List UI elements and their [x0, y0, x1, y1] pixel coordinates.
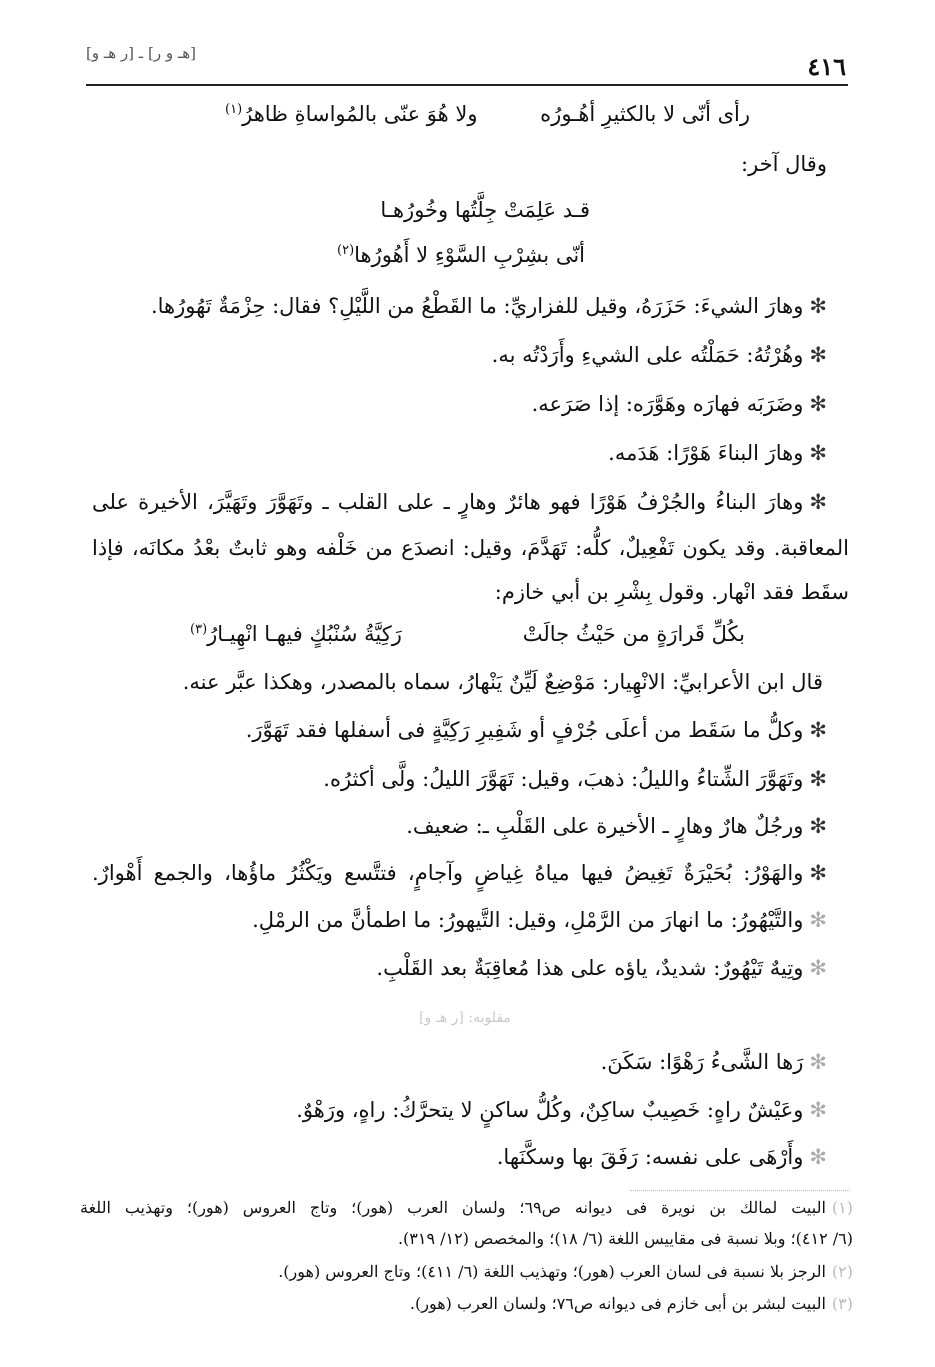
- footnote-3: [410, 1294, 853, 1313]
- entry-line: [608, 441, 827, 465]
- entry-line: [492, 343, 827, 367]
- asterisk-icon: ✻: [809, 294, 827, 318]
- entry-line: [92, 861, 827, 885]
- intro-line: وقال آخر:: [741, 152, 827, 176]
- footnote-2: [278, 1262, 853, 1281]
- section-heading: مقلوبه: [ر هـ و]: [419, 1010, 511, 1026]
- entry-text: وتِيهٌ تَيْهُورٌ: شديدٌ، ياؤه على هذا مُعاقِبَةٌ بعد القَلْبِ.: [376, 956, 804, 980]
- entry-line: [323, 767, 827, 791]
- footnote-number: (٢): [831, 1262, 853, 1281]
- page-number: ٤١٦: [807, 52, 846, 81]
- entry-line: [151, 294, 827, 318]
- entry-line: [252, 908, 827, 932]
- footnote-text: البيت لبشر بن أبى خازم فى ديوانه ص٧٦؛ ولسان العرب (هور).: [409, 1294, 826, 1313]
- footnote-number: (٣): [831, 1294, 853, 1313]
- entry-line: [92, 490, 827, 514]
- verse3-first-hemistich: بكُلِّ قَرارَةٍ من حَيْثُ جالَتْ: [522, 622, 745, 646]
- asterisk-icon: ✻: [809, 718, 827, 742]
- entry-line: [532, 392, 827, 416]
- running-head: [هـ و ر] ـ [ر هـ و]: [86, 44, 196, 62]
- asterisk-icon: ✻: [809, 767, 827, 791]
- asterisk-icon: ✻: [809, 1050, 827, 1074]
- footnote-text: البيت لمالك بن نويرة فى ديوانه ص٦٩؛ ولسان العرب (هور)؛ وتاج العروس (هور)؛ وتهذيب اللغة: [80, 1198, 826, 1217]
- asterisk-icon: ✻: [809, 1098, 827, 1122]
- entry-text: وأَرْهَى على نفسه: رَفَقَ بها وسكَّنَها.: [496, 1145, 804, 1169]
- entry-line: [246, 718, 827, 742]
- footnote-ref-2: (٢): [337, 243, 355, 258]
- entry-text: رَها الشَّىءُ رَهْوًا: سَكَنَ.: [600, 1050, 804, 1074]
- asterisk-icon: ✻: [809, 343, 827, 367]
- asterisk-icon: ✻: [809, 908, 827, 932]
- entry-line: [296, 1098, 827, 1122]
- footnote-rule: [630, 1190, 850, 1191]
- footnote-1: [80, 1198, 853, 1217]
- entry-line: [497, 1145, 827, 1169]
- entry-text: وهُرْتُهُ: حَمَلْتُه على الشيءِ وأَرَدْتُه به.: [491, 343, 804, 367]
- footnote-ref-1: (١): [225, 102, 243, 117]
- rajaz-line-2: [337, 243, 585, 267]
- entry-line: [601, 1050, 827, 1074]
- entry-continuation-line: المعاقبة. وقد يكون تَفْعِيلٌ، كلُّه: تَهَدَّمَ، وقيل: انصدَع من خَلْفه وهو ثابتٌ بعْدُ مكانَه، فإذا: [92, 536, 849, 560]
- entry-text: وعَيْشٌ راهٍ: خَصِيبٌ ساكِنٌ، وكُلُّ ساكنٍ لا يتحرَّكُ: راهٍ، ورَهْوٌ.: [296, 1098, 804, 1122]
- entry-text: وتَهَوَّرَ الشِّتاءُ والليلُ: ذهبَ، وقيل: تَهَوَّرَ الليلُ: ولَّى أكثرُه.: [323, 767, 804, 791]
- verse3-second-text: رَكِيَّةُ سُنْبُكٍ فيهـا انْهِيـارُ: [207, 622, 402, 646]
- asterisk-icon: ✻: [809, 392, 827, 416]
- entry-continuation-line: سقَط فقد انْهار. وقول بِشْرِ بن أبي خازم:: [494, 580, 849, 604]
- page-header: [86, 38, 846, 82]
- footnote-text: الرجز بلا نسبة فى لسان العرب (هور)؛ وتهذيب اللغة (٦/ ٤١١)؛ وتاج العروس (هور).: [278, 1262, 826, 1281]
- entry-text: وكلُّ ما سَقَط من أعلَى جُرْفٍ أو شَفِيرِ رَكِيَّةٍ فى أسفلها فقد تَهَوَّرَ.: [245, 718, 804, 742]
- asterisk-icon: ✻: [809, 956, 827, 980]
- footnote-1-continuation: (٦/ ٤١٢)؛ وبلا نسبة فى مقاييس اللغة (٦/ ١٨)؛ والمخصص (١٢/ ٣١٩).: [397, 1229, 853, 1248]
- entry-line: قال ابن الأعرابيِّ: الانْهِيار: مَوْضِعٌ لَيِّنٌ يَنْهارُ، سماه بالمصدر، وهكذا عبَّر عنه.: [182, 670, 823, 694]
- rajaz-line-2-text: أنّى بشِرْبِ السَّوْءِ لا أَهُورُها: [354, 243, 585, 267]
- asterisk-icon: ✻: [809, 861, 827, 885]
- entry-text: وهارَ البناءَ هَوْرًا: هَدَمه.: [608, 441, 804, 465]
- entry-line: [406, 814, 827, 838]
- entry-text: وهارَ البناءُ والجُرْفُ هَوْرًا فهو هائرٌ وهارٍ ـ على القلب ـ وتَهَوَّرَ وتَهَيَّرَ، الأخيرة على: [92, 490, 804, 514]
- footnote-number: (١): [831, 1198, 853, 1217]
- asterisk-icon: ✻: [809, 441, 827, 465]
- entry-text: وضَرَبَه فهارَه وهَوَّرَه: إذا صَرَعه.: [531, 392, 804, 416]
- header-rule: [86, 84, 848, 86]
- asterisk-icon: ✻: [809, 490, 827, 514]
- entry-text: وهارَ الشيءَ: حَزَرَهُ، وقيل للفزاريِّ: ما القَطْعُ من اللَّيْلِ؟ فقال: حِزْمَةٌ تَهُورُها.: [150, 294, 804, 318]
- verse1-second-text: ولا هُوَ عنّى بالمُواساةِ ظاهرُ: [242, 102, 478, 126]
- entry-text: والهَوْرُ: بُحَيْرَةٌ تَغِيضُ فيها مياهُ غِياضٍ وآجامٍ، فتتَّسع ويَكْثُرُ ماؤُها، والجمع أَهْوارٌ.: [92, 861, 804, 885]
- footnote-ref-3: (٣): [190, 622, 208, 637]
- rajaz-line-1: قـد عَلِمَتْ جِلَّتُها وخُورُهـا: [380, 198, 590, 222]
- entry-text: ورجُلٌ هارٌ وهارٍ ـ الأخيرة على القَلْبِ ـ: ضعيف.: [406, 814, 804, 838]
- asterisk-icon: ✻: [809, 814, 827, 838]
- verse1-second-hemistich: [225, 102, 478, 126]
- verse1-first-hemistich: رأى أنّى لا بالكثيرِ أهُـورُه: [540, 102, 750, 126]
- asterisk-icon: ✻: [809, 1145, 827, 1169]
- verse3-second-hemistich: [190, 622, 402, 646]
- entry-line: [376, 956, 827, 980]
- entry-text: والتَّيْهُورُ: ما انهارَ من الرَّمْلِ، وقيل: التَّيهورُ: ما اطمأنَّ من الرمْلِ.: [252, 908, 804, 932]
